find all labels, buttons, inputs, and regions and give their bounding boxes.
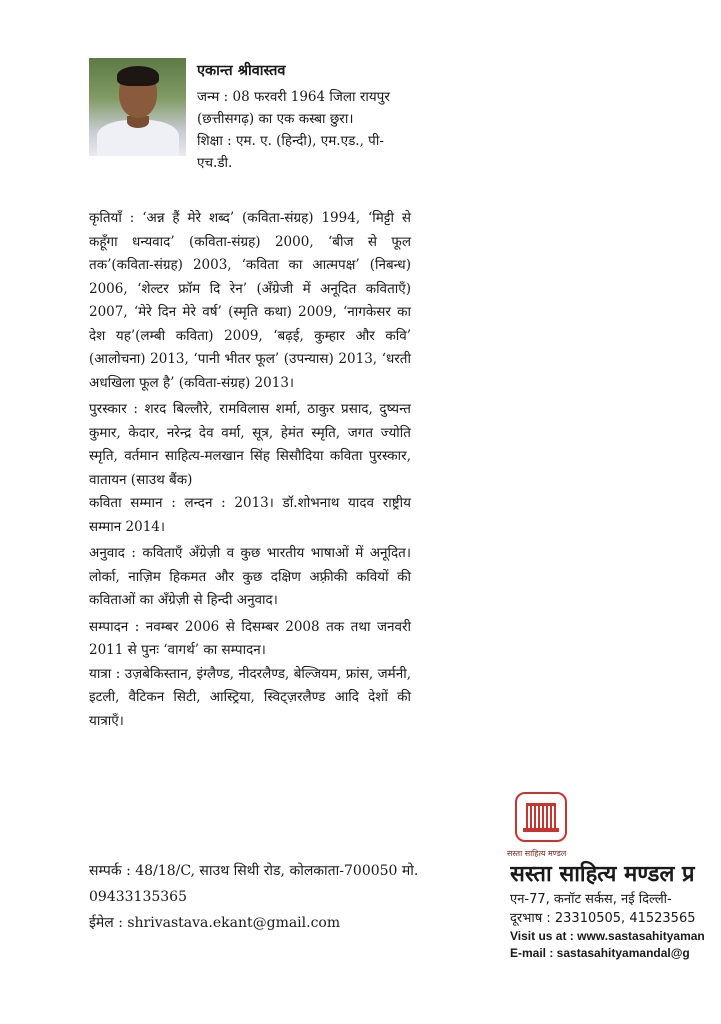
logo-base [523,828,559,832]
publisher-logo-icon [515,792,567,842]
translation-paragraph: अनुवाद : कविताएँ अँग्रेज़ी व कुछ भारतीय भाषाओं में अनूदित। लोर्का, नाज़िम हिकमत और कुछ दक्षिण अफ़्रीकी कवियों की कविताओं का अँग्रेज़ी से हिन्दी अनुवाद। [89,545,411,608]
publisher-block [510,860,721,962]
logo-caption: सस्ता साहित्य मण्डल [507,849,567,858]
contact-email: ईमेल : shrivastava.ekant@gmail.com [89,915,341,931]
publisher-website: Visit us at : www.sastasahityaman [510,929,705,943]
contact-block [89,858,419,936]
author-bio [197,60,409,174]
publisher-name: सस्ता साहित्य मण्डल प्र [510,862,695,887]
logo-books [526,803,556,828]
author-education: शिक्षा : एम. ए. (हिन्दी), एम.एड., पी-एच.डी. [197,133,384,171]
publisher-address: एन-77, कनॉट सर्कस, नई दिल्ली- [510,892,672,907]
honors-paragraph: कविता सम्मान : लन्दन : 2013। डॉ.शोभनाथ यादव राष्ट्रीय सम्मान 2014। [89,495,411,535]
publisher-phone: दूरभाष : 23310505, 41523565 [510,911,696,926]
author-photo [89,58,186,156]
travel-paragraph: यात्रा : उज़बेकिस्तान, इंग्लैण्ड, नीदरलैण्ड, बेल्जियम, फ्रांस, जर्मनी, इटली, वैटिकन सिटी, आस्ट्रिया, स्विट्ज़रलैण्ड आदि देशों की यात्राएँ। [89,665,411,729]
author-name: एकान्त श्रीवास्तव [197,62,286,79]
editing-paragraph: सम्पादन : नवम्बर 2006 से दिसम्बर 2008 तक तथा जनवरी 2011 से पुनः ‘वागर्थ’ का सम्पादन। [89,618,411,658]
works-paragraph: कृतियाँ : ‘अन्न हैं मेरे शब्द’ (कविता-संग्रह) 1994, ‘मिट्टी से कहूँगा धन्यवाद’ (कविता-संग्रह) 2000, ‘बीज से फूल तक’(कविता-संग्रह) 2003, ‘कविता का आत्मपक्ष’ (निबन्ध) 2006, ‘शेल्टर फ्रॉम दि रेन’ (अँग्रेजी में अनूदित कविताएँ) 2007, ‘मेरे दिन मेरे वर्ष’ (स्मृति कथा) 2009, ‘नागकेसर का देश यह’(लम्बी कविता) 2009, ‘बढ़ई, कुम्हार और कवि’ (आलोचना) 2013, ‘पानी भीतर फूल’ (उपन्यास) 2013, ‘धरती अधखिला फूल है’ (कविता-संग्रह) 2013। [89,210,411,391]
photo-hair [117,66,159,86]
author-details [89,207,411,733]
author-birth: जन्म : 08 फरवरी 1964 जिला रायपुर (छत्तीसगढ़) का एक कस्बा छुरा। [197,89,390,127]
awards-paragraph: पुरस्कार : शरद बिल्लौरे, रामविलास शर्मा, ठाकुर प्रसाद, दुष्यन्त कुमार, केदार, नरेन्द्र देव वर्मा, सूत्र, हेमंत स्मृति, जगत ज्योति स्मृति, वर्तमान साहित्य-मलखान सिंह सिसौदिया कविता पुरस्कार, वातायन (साउथ बैंक) [89,401,411,488]
publisher-email: E-mail : sastasahityamandal@g [510,946,690,960]
contact-address: सम्पर्क : 48/18/C, साउथ सिथी रोड, कोलकाता-700050 मो. 09433135365 [89,863,419,905]
